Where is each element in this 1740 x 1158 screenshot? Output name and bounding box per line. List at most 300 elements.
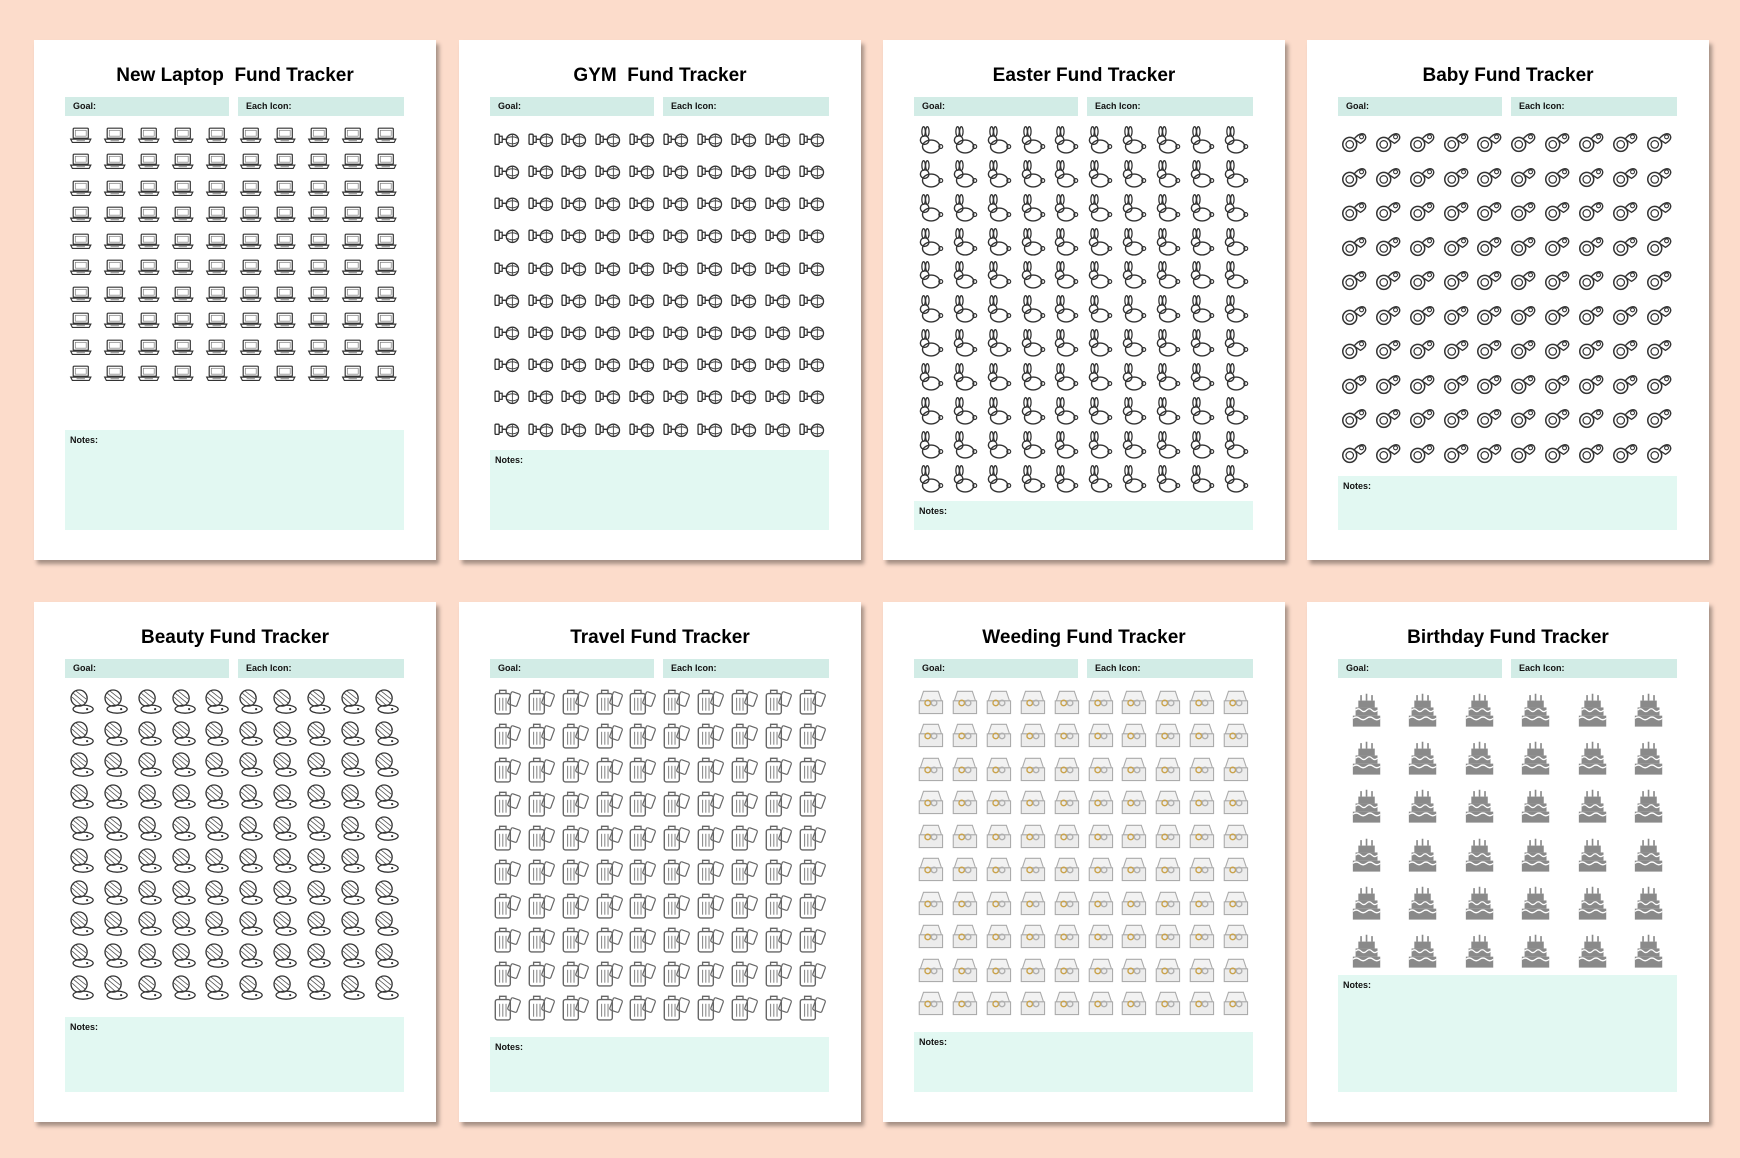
dumbbell-icon	[763, 188, 794, 219]
pacifier-icon	[1644, 400, 1676, 432]
cake-icon	[1572, 739, 1613, 780]
dumbbell-icon	[627, 156, 658, 187]
laptop-icon	[205, 336, 230, 361]
pacifier-icon	[1508, 262, 1540, 294]
dumbbell-icon	[559, 220, 590, 251]
bunny-icon	[1118, 361, 1150, 393]
makeup-icon	[135, 781, 165, 811]
dumbbell-icon	[526, 188, 557, 219]
ring-box-icon	[949, 820, 981, 852]
makeup-icon	[372, 781, 402, 811]
laptop-icon	[205, 230, 230, 255]
ring-box-icon	[1152, 954, 1184, 986]
pacifier-icon	[1610, 435, 1642, 467]
makeup-icon	[338, 908, 368, 938]
ring-box-icon	[915, 753, 947, 785]
laptop-icon	[273, 309, 298, 334]
laptop-icon	[374, 309, 399, 334]
laptop-icon	[69, 336, 94, 361]
laptop-icon	[374, 203, 399, 228]
page-title: Birthday Fund Tracker	[1407, 627, 1609, 648]
luggage-icon	[593, 924, 625, 956]
bunny-icon	[915, 192, 947, 224]
bunny-icon	[1186, 429, 1218, 461]
luggage-icon	[593, 720, 625, 752]
dumbbell-icon	[559, 381, 590, 412]
ring-box-icon	[1085, 719, 1117, 751]
tracker-page-wedding	[883, 602, 1285, 1122]
pacifier-icon	[1542, 228, 1574, 260]
laptop-icon	[205, 177, 230, 202]
cake-icon	[1459, 836, 1500, 877]
laptop-icon	[273, 124, 298, 149]
notes-box: Notes:	[914, 1032, 1253, 1092]
laptop-icon	[205, 124, 230, 149]
makeup-icon	[169, 781, 199, 811]
pacifier-icon	[1407, 262, 1439, 294]
makeup-icon	[338, 718, 368, 748]
pacifier-icon	[1576, 435, 1608, 467]
laptop-icon	[205, 309, 230, 334]
bunny-icon	[915, 361, 947, 393]
cake-icon	[1402, 691, 1443, 732]
dumbbell-icon	[661, 253, 692, 284]
luggage-icon	[660, 856, 692, 888]
makeup-icon	[135, 908, 165, 938]
dumbbell-icon	[661, 317, 692, 348]
each-icon-field: Each Icon:	[1087, 97, 1253, 116]
pacifier-icon	[1610, 400, 1642, 432]
ring-box-icon	[1220, 954, 1252, 986]
cake-icon	[1572, 691, 1613, 732]
luggage-icon	[626, 890, 658, 922]
each-icon-field: Each Icon:	[663, 659, 829, 678]
tracker-page-travel	[459, 602, 861, 1122]
bunny-icon	[1186, 327, 1218, 359]
bunny-icon	[1017, 327, 1049, 359]
makeup-icon	[270, 718, 300, 748]
laptop-icon	[137, 177, 162, 202]
luggage-icon	[762, 992, 794, 1024]
luggage-icon	[728, 788, 760, 820]
ring-box-icon	[1017, 820, 1049, 852]
laptop-icon	[239, 362, 264, 387]
laptop-icon	[69, 177, 94, 202]
page-title: Travel Fund Tracker	[570, 627, 750, 648]
dumbbell-icon	[695, 381, 726, 412]
icon-grid	[65, 685, 404, 1003]
laptop-icon	[205, 150, 230, 175]
makeup-icon	[135, 877, 165, 907]
dumbbell-icon	[593, 349, 624, 380]
pacifier-icon	[1576, 228, 1608, 260]
dumbbell-icon	[526, 381, 557, 412]
makeup-icon	[67, 813, 97, 843]
bunny-icon	[915, 463, 947, 495]
ring-box-icon	[915, 820, 947, 852]
makeup-icon	[372, 845, 402, 875]
ring-box-icon	[1051, 954, 1083, 986]
makeup-icon	[67, 686, 97, 716]
dumbbell-icon	[695, 349, 726, 380]
ring-box-icon	[915, 786, 947, 818]
page-title: Easter Fund Tracker	[992, 65, 1176, 86]
bunny-icon	[1084, 395, 1116, 427]
pacifier-icon	[1339, 193, 1371, 225]
bunny-icon	[949, 192, 981, 224]
laptop-icon	[307, 362, 332, 387]
bunny-icon	[1084, 293, 1116, 325]
laptop-icon	[239, 203, 264, 228]
makeup-icon	[236, 686, 266, 716]
dumbbell-icon	[492, 414, 523, 445]
makeup-icon	[270, 813, 300, 843]
luggage-icon	[660, 788, 692, 820]
dumbbell-icon	[797, 285, 828, 316]
makeup-icon	[236, 749, 266, 779]
pacifier-icon	[1373, 193, 1405, 225]
bunny-icon	[983, 259, 1015, 291]
dumbbell-icon	[526, 317, 557, 348]
dumbbell-icon	[729, 253, 760, 284]
laptop-icon	[103, 256, 128, 281]
makeup-icon	[270, 940, 300, 970]
luggage-icon	[491, 720, 523, 752]
bunny-icon	[983, 395, 1015, 427]
cake-icon	[1459, 739, 1500, 780]
makeup-icon	[169, 877, 199, 907]
bunny-icon	[1220, 429, 1252, 461]
pacifier-icon	[1542, 400, 1574, 432]
makeup-icon	[338, 813, 368, 843]
makeup-icon	[135, 845, 165, 875]
bunny-icon	[1220, 327, 1252, 359]
each-icon-field: Each Icon:	[663, 97, 829, 116]
cake-icon	[1459, 787, 1500, 828]
cake-icon	[1459, 932, 1500, 973]
dumbbell-icon	[593, 253, 624, 284]
makeup-icon	[169, 940, 199, 970]
pacifier-icon	[1407, 366, 1439, 398]
luggage-icon	[525, 992, 557, 1024]
cake-icon	[1515, 932, 1556, 973]
luggage-icon	[626, 924, 658, 956]
makeup-icon	[236, 972, 266, 1002]
laptop-icon	[307, 230, 332, 255]
ring-box-icon	[1051, 686, 1083, 718]
makeup-icon	[169, 845, 199, 875]
laptop-icon	[374, 177, 399, 202]
pacifier-icon	[1508, 124, 1540, 156]
makeup-icon	[202, 972, 232, 1002]
luggage-icon	[796, 788, 828, 820]
ring-box-icon	[983, 987, 1015, 1019]
laptop-icon	[171, 230, 196, 255]
dumbbell-icon	[763, 317, 794, 348]
dumbbell-icon	[559, 349, 590, 380]
dumbbell-icon	[763, 285, 794, 316]
dumbbell-icon	[729, 285, 760, 316]
bunny-icon	[949, 124, 981, 156]
makeup-icon	[270, 908, 300, 938]
dumbbell-icon	[526, 124, 557, 155]
laptop-icon	[374, 283, 399, 308]
pacifier-icon	[1644, 366, 1676, 398]
ring-box-icon	[949, 719, 981, 751]
luggage-icon	[796, 924, 828, 956]
each-icon-field: Each Icon:	[238, 659, 404, 678]
dumbbell-icon	[695, 317, 726, 348]
makeup-icon	[338, 877, 368, 907]
makeup-icon	[372, 718, 402, 748]
dumbbell-icon	[661, 414, 692, 445]
each-icon-field: Each Icon:	[1087, 659, 1253, 678]
laptop-icon	[239, 256, 264, 281]
bunny-icon	[949, 395, 981, 427]
ring-box-icon	[1118, 686, 1150, 718]
notes-box: Notes:	[65, 1017, 404, 1092]
pacifier-icon	[1542, 331, 1574, 363]
dumbbell-icon	[763, 253, 794, 284]
dumbbell-icon	[763, 156, 794, 187]
bunny-icon	[915, 226, 947, 258]
ring-box-icon	[1186, 753, 1218, 785]
bunny-icon	[949, 226, 981, 258]
cake-icon	[1346, 739, 1387, 780]
laptop-icon	[171, 362, 196, 387]
luggage-icon	[762, 754, 794, 786]
laptop-icon	[103, 283, 128, 308]
bunny-icon	[1186, 158, 1218, 190]
dumbbell-icon	[695, 124, 726, 155]
ring-box-icon	[1186, 920, 1218, 952]
bunny-icon	[1186, 226, 1218, 258]
bunny-icon	[1220, 124, 1252, 156]
pacifier-icon	[1474, 400, 1506, 432]
goal-field: Goal:	[65, 659, 229, 678]
luggage-icon	[660, 754, 692, 786]
makeup-icon	[236, 781, 266, 811]
makeup-icon	[101, 845, 131, 875]
ring-box-icon	[1085, 887, 1117, 919]
makeup-icon	[135, 813, 165, 843]
pacifier-icon	[1373, 228, 1405, 260]
tracker-page-gym	[459, 40, 861, 560]
laptop-icon	[239, 177, 264, 202]
laptop-icon	[273, 336, 298, 361]
bunny-icon	[1186, 395, 1218, 427]
cake-icon	[1572, 884, 1613, 925]
laptop-icon	[137, 283, 162, 308]
ring-box-icon	[983, 887, 1015, 919]
bunny-icon	[1220, 395, 1252, 427]
dumbbell-icon	[593, 381, 624, 412]
makeup-icon	[169, 813, 199, 843]
pacifier-icon	[1542, 262, 1574, 294]
ring-box-icon	[983, 719, 1015, 751]
makeup-icon	[270, 972, 300, 1002]
dumbbell-icon	[695, 188, 726, 219]
pacifier-icon	[1542, 124, 1574, 156]
ring-box-icon	[1051, 887, 1083, 919]
ring-box-icon	[1118, 853, 1150, 885]
makeup-icon	[202, 749, 232, 779]
pacifier-icon	[1644, 159, 1676, 191]
ring-box-icon	[949, 920, 981, 952]
icon-grid	[914, 685, 1253, 1020]
dumbbell-icon	[559, 414, 590, 445]
laptop-icon	[273, 230, 298, 255]
bunny-icon	[1152, 361, 1184, 393]
ring-box-icon	[915, 887, 947, 919]
luggage-icon	[525, 958, 557, 990]
laptop-icon	[103, 203, 128, 228]
luggage-icon	[762, 788, 794, 820]
bunny-icon	[1050, 226, 1082, 258]
bunny-icon	[1152, 429, 1184, 461]
bunny-icon	[1017, 158, 1049, 190]
cake-icon	[1402, 787, 1443, 828]
pacifier-icon	[1474, 435, 1506, 467]
makeup-icon	[169, 972, 199, 1002]
pacifier-icon	[1407, 297, 1439, 329]
cake-icon	[1628, 739, 1669, 780]
ring-box-icon	[1017, 987, 1049, 1019]
bunny-icon	[1152, 293, 1184, 325]
ring-box-icon	[1186, 786, 1218, 818]
makeup-icon	[270, 845, 300, 875]
icon-grid	[490, 685, 829, 1025]
makeup-icon	[338, 940, 368, 970]
ring-box-icon	[1118, 987, 1150, 1019]
pacifier-icon	[1576, 193, 1608, 225]
luggage-icon	[626, 822, 658, 854]
pacifier-icon	[1644, 228, 1676, 260]
ring-box-icon	[949, 753, 981, 785]
pacifier-icon	[1508, 193, 1540, 225]
dumbbell-icon	[492, 188, 523, 219]
cake-icon	[1346, 691, 1387, 732]
pacifier-icon	[1373, 366, 1405, 398]
ring-box-icon	[983, 753, 1015, 785]
ring-box-icon	[1017, 753, 1049, 785]
luggage-icon	[660, 822, 692, 854]
dumbbell-icon	[559, 285, 590, 316]
laptop-icon	[307, 177, 332, 202]
bunny-icon	[1084, 192, 1116, 224]
luggage-icon	[796, 890, 828, 922]
pacifier-icon	[1441, 331, 1473, 363]
luggage-icon	[728, 992, 760, 1024]
bunny-icon	[983, 124, 1015, 156]
dumbbell-icon	[559, 253, 590, 284]
dumbbell-icon	[729, 220, 760, 251]
dumbbell-icon	[661, 156, 692, 187]
laptop-icon	[171, 336, 196, 361]
icon-grid	[490, 123, 829, 445]
luggage-icon	[694, 856, 726, 888]
laptop-icon	[273, 177, 298, 202]
notes-box: Notes:	[490, 450, 829, 530]
bunny-icon	[1118, 124, 1150, 156]
luggage-icon	[559, 788, 591, 820]
luggage-icon	[491, 958, 523, 990]
dumbbell-icon	[729, 124, 760, 155]
luggage-icon	[796, 720, 828, 752]
pacifier-icon	[1339, 228, 1371, 260]
laptop-icon	[103, 124, 128, 149]
bunny-icon	[1220, 259, 1252, 291]
tracker-page-birthday	[1307, 602, 1709, 1122]
ring-box-icon	[915, 954, 947, 986]
bunny-icon	[1186, 361, 1218, 393]
pacifier-icon	[1339, 366, 1371, 398]
pacifier-icon	[1339, 124, 1371, 156]
bunny-icon	[1220, 463, 1252, 495]
makeup-icon	[304, 908, 334, 938]
makeup-icon	[372, 749, 402, 779]
pacifier-icon	[1508, 228, 1540, 260]
luggage-icon	[762, 958, 794, 990]
ring-box-icon	[983, 853, 1015, 885]
bunny-icon	[1017, 259, 1049, 291]
ring-box-icon	[1220, 753, 1252, 785]
bunny-icon	[1220, 361, 1252, 393]
pacifier-icon	[1441, 400, 1473, 432]
ring-box-icon	[1118, 954, 1150, 986]
luggage-icon	[525, 686, 557, 718]
tracker-page-easter	[883, 40, 1285, 560]
bunny-icon	[983, 192, 1015, 224]
makeup-icon	[169, 749, 199, 779]
bunny-icon	[1118, 158, 1150, 190]
cake-icon	[1402, 884, 1443, 925]
dumbbell-icon	[661, 381, 692, 412]
makeup-icon	[236, 845, 266, 875]
makeup-icon	[304, 940, 334, 970]
luggage-icon	[762, 720, 794, 752]
luggage-icon	[796, 686, 828, 718]
dumbbell-icon	[661, 220, 692, 251]
cake-icon	[1346, 884, 1387, 925]
bunny-icon	[983, 463, 1015, 495]
makeup-icon	[304, 781, 334, 811]
dumbbell-icon	[492, 124, 523, 155]
luggage-icon	[491, 754, 523, 786]
ring-box-icon	[1186, 853, 1218, 885]
luggage-icon	[525, 720, 557, 752]
pacifier-icon	[1610, 297, 1642, 329]
luggage-icon	[660, 890, 692, 922]
pacifier-icon	[1576, 400, 1608, 432]
bunny-icon	[983, 226, 1015, 258]
luggage-icon	[559, 822, 591, 854]
luggage-icon	[728, 754, 760, 786]
laptop-icon	[103, 150, 128, 175]
ring-box-icon	[983, 920, 1015, 952]
makeup-icon	[236, 718, 266, 748]
ring-box-icon	[1220, 686, 1252, 718]
makeup-icon	[135, 972, 165, 1002]
luggage-icon	[796, 992, 828, 1024]
bunny-icon	[1118, 192, 1150, 224]
luggage-icon	[593, 754, 625, 786]
laptop-icon	[137, 150, 162, 175]
pacifier-icon	[1576, 331, 1608, 363]
ring-box-icon	[1085, 686, 1117, 718]
cake-icon	[1572, 932, 1613, 973]
pacifier-icon	[1610, 331, 1642, 363]
